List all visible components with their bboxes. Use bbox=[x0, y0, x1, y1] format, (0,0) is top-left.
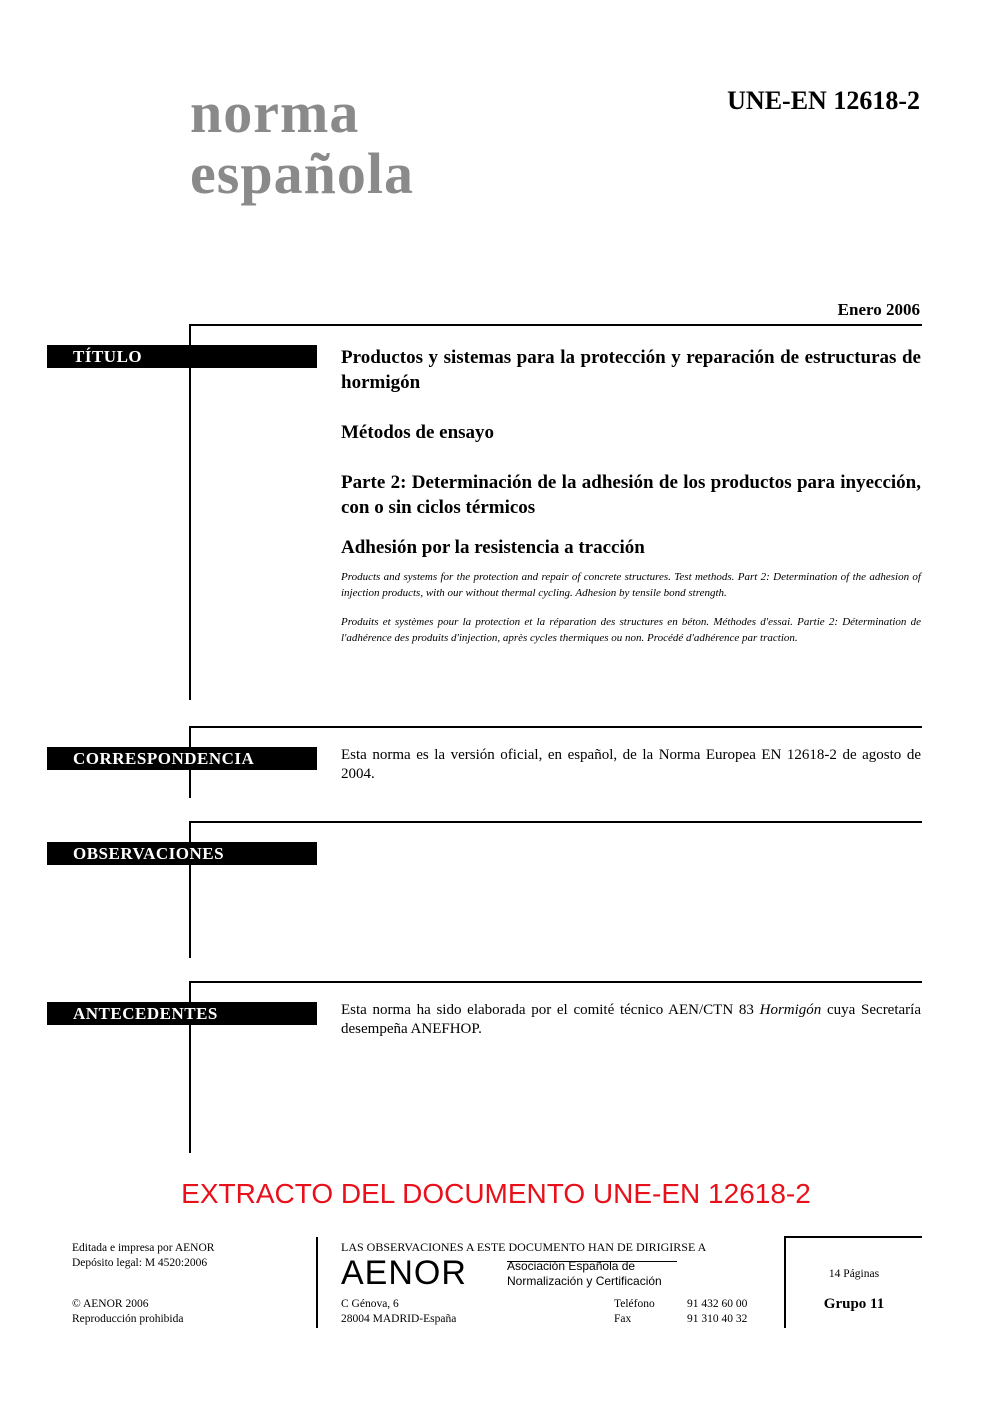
section-divider-correspondencia bbox=[189, 726, 922, 728]
section-label-correspondencia: CORRESPONDENCIA bbox=[47, 747, 317, 770]
page-count: 14 Páginas bbox=[828, 1268, 880, 1280]
section-vertical-rule-titulo bbox=[189, 324, 191, 700]
section-label-observaciones: OBSERVACIONES bbox=[47, 842, 317, 865]
section-divider-antecedentes bbox=[189, 981, 922, 983]
correspondencia-text: Esta norma es la versión oficial, en español, de la Norma Europea EN 12618-2 de agosto de 2004. bbox=[341, 747, 921, 782]
contact-labels bbox=[614, 1297, 655, 1327]
brand-line-norma: norma bbox=[190, 80, 360, 145]
antecedentes-committee-name: Hormigón bbox=[759, 1002, 822, 1018]
price-group: Grupo 11 bbox=[823, 1296, 885, 1312]
section-divider-titulo bbox=[189, 324, 922, 326]
title-adhesion: Adhesión por la resistencia a tracción bbox=[341, 537, 645, 558]
extract-notice: EXTRACTO DEL DOCUMENTO UNE-EN 12618-2 bbox=[181, 1178, 811, 1209]
document-number: UNE-EN 12618-2 bbox=[727, 86, 920, 115]
section-label-antecedentes: ANTECEDENTES bbox=[47, 1002, 317, 1025]
footer-divider-right bbox=[784, 1236, 786, 1328]
english-title: Products and systems for the protection and repair of concrete structures. Test methods. Part 2: Determination of the adhesion of injection products, with our without thermal cycling. Adhesion by tensile bond strength. bbox=[341, 571, 921, 599]
fax-label: Fax bbox=[614, 1313, 632, 1325]
publication-date: Enero 2006 bbox=[837, 300, 920, 319]
section-label-titulo: TÍTULO bbox=[47, 345, 317, 368]
footer-divider-left bbox=[316, 1237, 318, 1328]
contact-values bbox=[687, 1297, 747, 1327]
address-street: C Génova, 6 bbox=[341, 1298, 399, 1310]
aenor-full-name bbox=[507, 1259, 662, 1289]
observations-notice: LAS OBSERVACIONES A ESTE DOCUMENTO HAN DE DIRIGIRSE A bbox=[341, 1240, 707, 1254]
section-divider-observaciones bbox=[189, 821, 922, 823]
antecedentes-text-part1: Esta norma ha sido elaborada por el comité técnico AEN/CTN 83 bbox=[341, 1002, 760, 1018]
footer-edition-info bbox=[72, 1241, 214, 1271]
brand-line-espanola: española bbox=[190, 141, 414, 206]
footer-box-top-rule bbox=[784, 1236, 922, 1238]
reproduction-notice: Reproducción prohibida bbox=[72, 1313, 184, 1325]
french-title: Produits et systèmes pour la protection et la réparation des structures en béton. Méthodes d'essai. Partie 2: Détermination de l'adhérence des produits d'injection, après cycles thermiques ou non. Procédé d'adhérence par traction. bbox=[341, 616, 921, 644]
legal-deposit: Depósito legal: M 4520:2006 bbox=[72, 1257, 208, 1269]
edited-by: Editada e impresa por AENOR bbox=[72, 1242, 215, 1254]
antecedentes-text-part2: cuya Secretaría desempeña ANEFHOP. bbox=[341, 1002, 921, 1037]
footer-copyright bbox=[72, 1297, 183, 1327]
copyright: © AENOR 2006 bbox=[72, 1298, 149, 1310]
fax-number: 91 310 40 32 bbox=[687, 1313, 748, 1325]
aenor-name-line2: Normalización y Certificación bbox=[507, 1274, 662, 1288]
phone-label: Teléfono bbox=[614, 1298, 655, 1310]
titulo-content bbox=[341, 345, 921, 646]
title-main: Productos y sistemas para la protección y reparación de estructuras de hormigón bbox=[341, 347, 921, 393]
address-city: 28004 MADRID-España bbox=[341, 1313, 457, 1325]
aenor-address bbox=[341, 1297, 456, 1327]
aenor-name-line1: Asociación Española de bbox=[507, 1259, 636, 1273]
antecedentes-text bbox=[341, 1001, 921, 1039]
phone-number: 91 432 60 00 bbox=[687, 1298, 748, 1310]
aenor-logo: AENOR bbox=[341, 1254, 467, 1292]
title-methods: Métodos de ensayo bbox=[341, 422, 495, 443]
title-part: Parte 2: Determinación de la adhesión de los productos para inyección, con o sin ciclos térmicos bbox=[341, 472, 921, 518]
